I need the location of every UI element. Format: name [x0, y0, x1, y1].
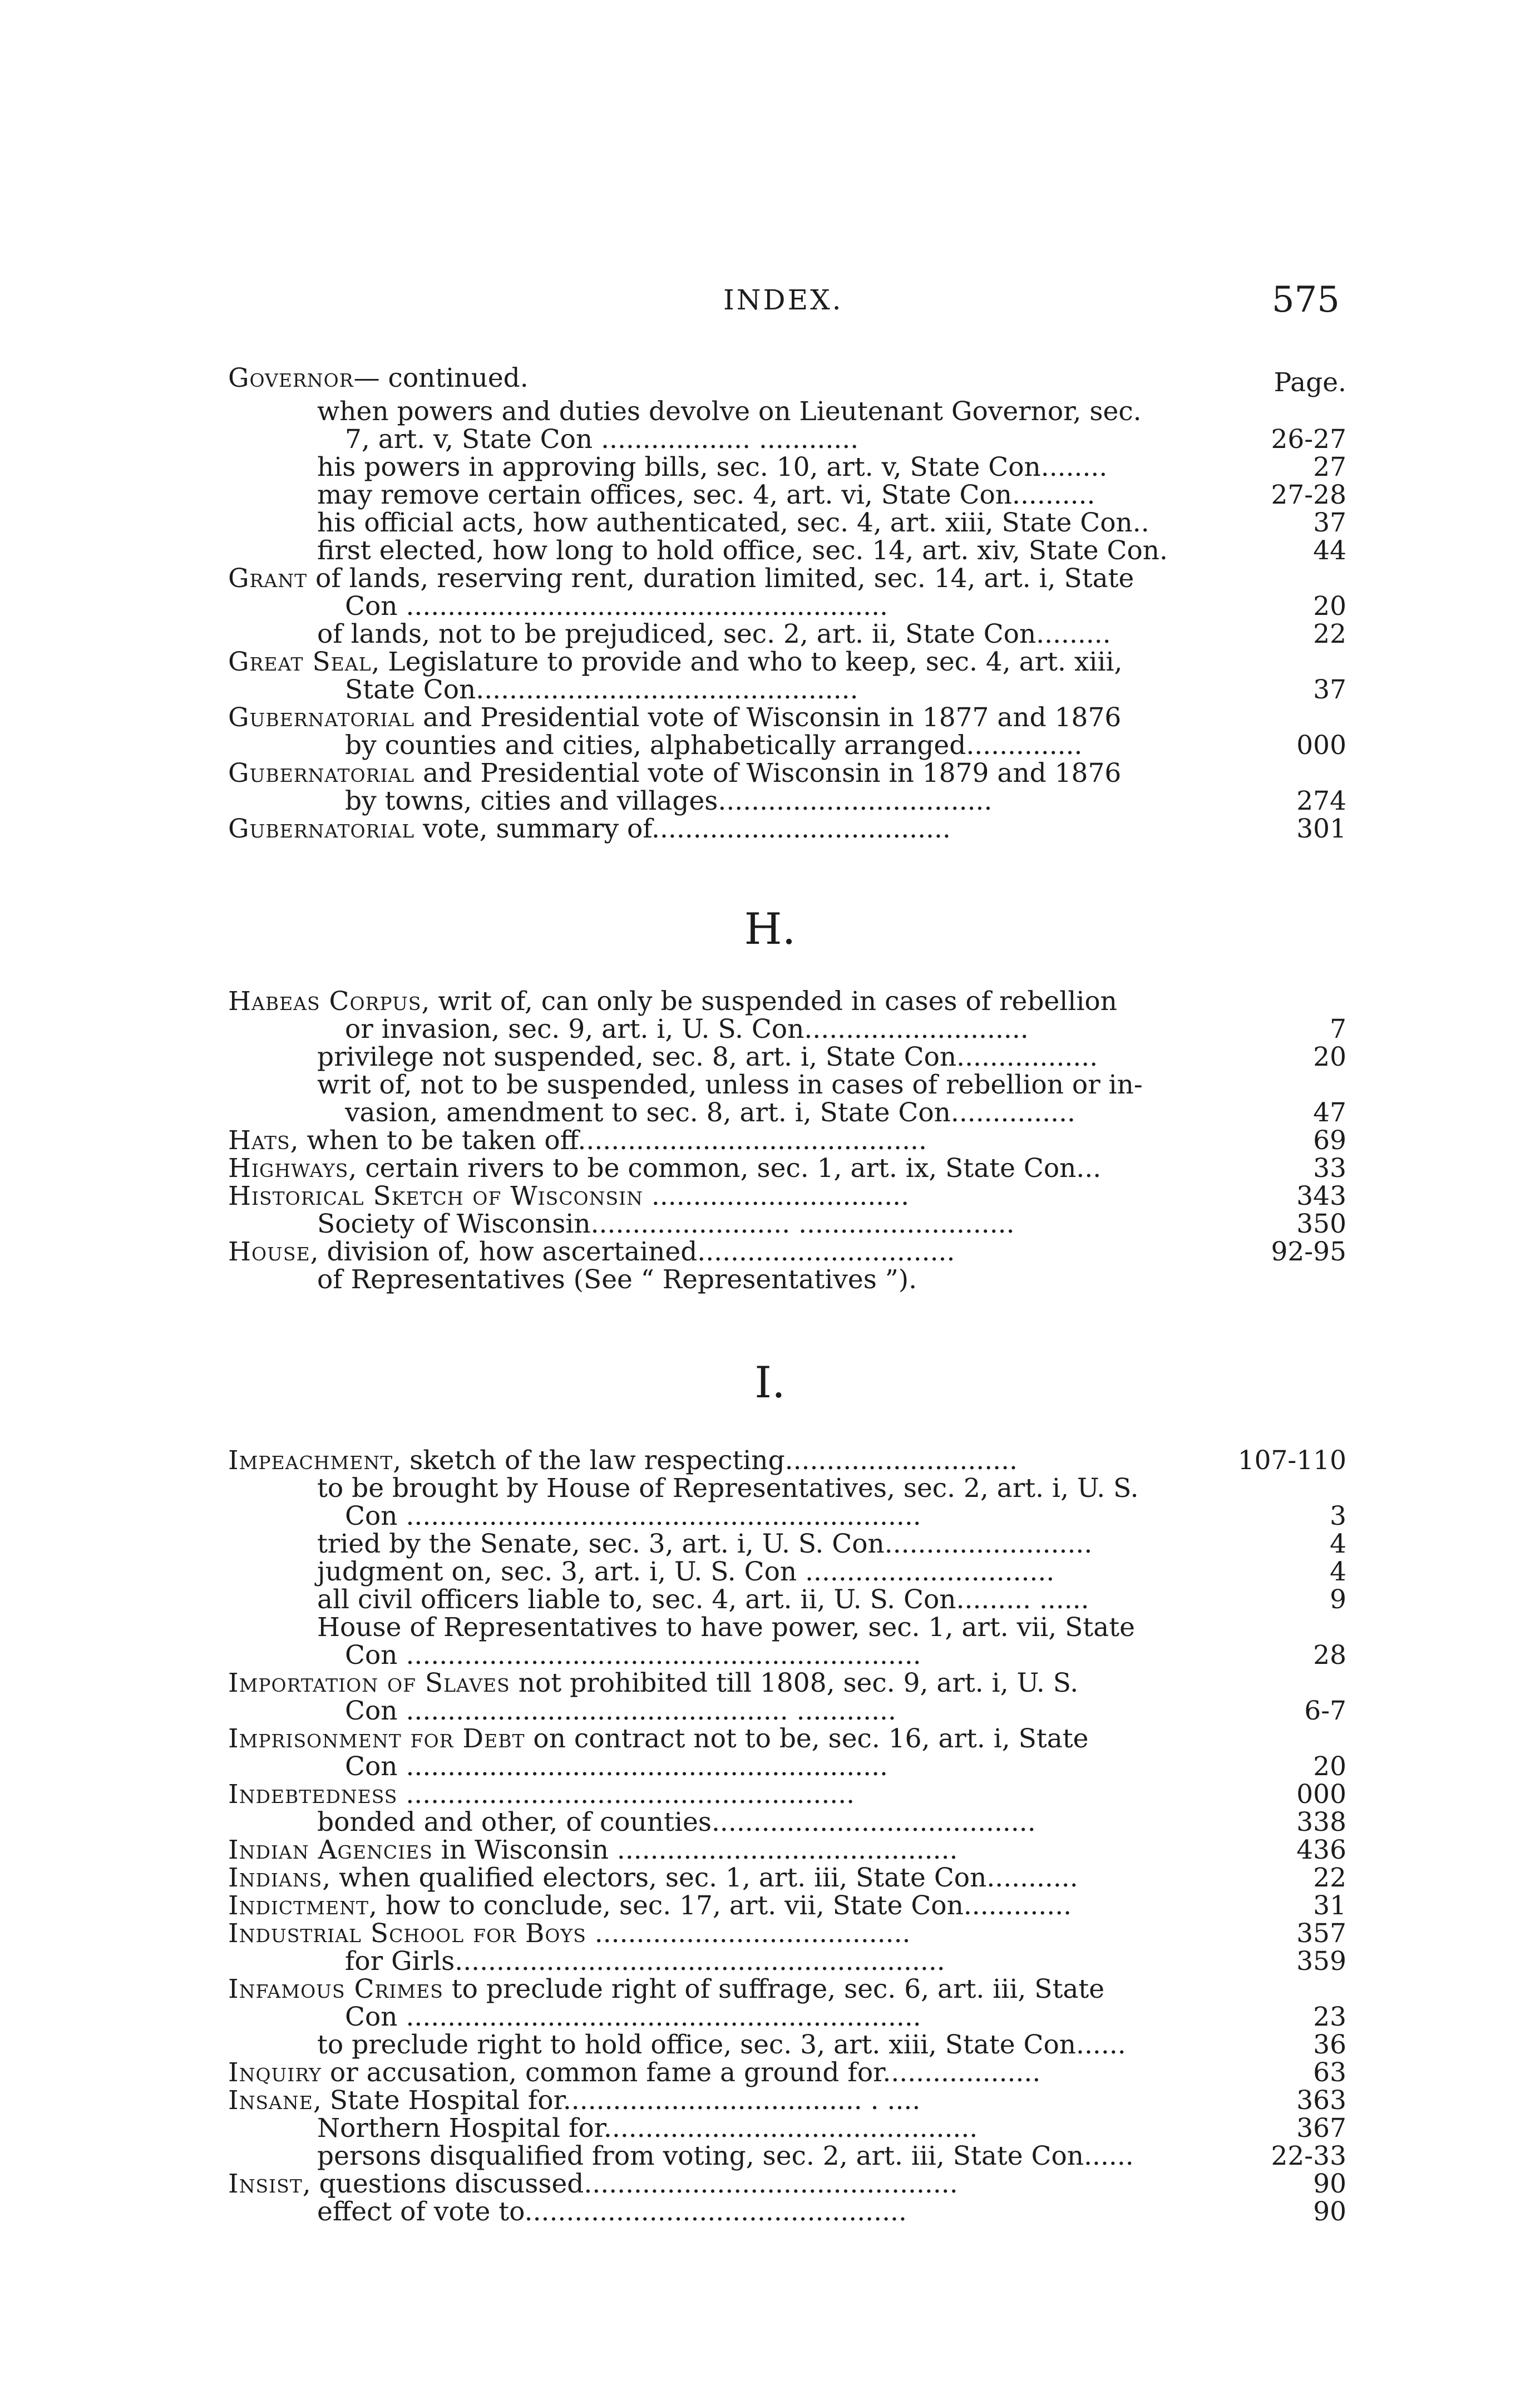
entry-page: 37 [1313, 508, 1346, 538]
entry-page: 92-95 [1271, 1237, 1346, 1267]
entry-head: Insane [228, 2085, 313, 2116]
entry-text: Society of Wisconsin........................ .......................... [317, 1209, 1015, 1239]
index-entry [228, 1669, 1346, 1725]
index-entry [228, 1210, 1346, 1238]
entry-text: to preclude right of suffrage, sec. 6, art. iii, State [443, 1974, 1105, 2004]
entry-page: 350 [1296, 1209, 1346, 1239]
entry-text: House of Representatives to have power, sec. 1, art. vii, State [317, 1612, 1135, 1643]
index-entry [228, 620, 1346, 648]
index-entry [228, 1183, 1346, 1210]
entry-page: 90 [1313, 2196, 1346, 2227]
entry-text: or accusation, common fame a ground for................... [321, 2057, 1041, 2088]
entry-text: , writ of, can only be suspended in cases of rebellion [421, 986, 1117, 1017]
running-title: INDEX. [723, 284, 843, 316]
entry-page: 367 [1296, 2113, 1346, 2144]
entry-text: ............................... [643, 1181, 910, 1211]
index-entry [228, 1447, 1346, 1475]
entry-text: , certain rivers to be common, sec. 1, art. ix, State Con... [348, 1153, 1102, 1184]
index-entry [228, 1725, 1346, 1781]
entry-head: Imprisonment for Debt [228, 1723, 525, 1754]
entry-text: of lands, reserving rent, duration limited, sec. 14, art. i, State [307, 563, 1134, 594]
index-entry [228, 815, 1346, 843]
entry-head: Governor [228, 363, 354, 393]
entry-page: 63 [1313, 2057, 1346, 2088]
entry-page: 27 [1313, 452, 1346, 482]
entry-continuation: 7, art. v, State Con .................. ............ [345, 424, 859, 455]
index-entry [228, 2198, 1346, 2226]
index-entry [228, 454, 1346, 481]
entry-text: ...................................... [586, 1918, 911, 1949]
entry-page: 357 [1296, 1918, 1346, 1949]
entry-text: , how to conclude, sec. 17, art. vii, State Con............. [368, 1890, 1072, 1921]
index-entry [228, 1614, 1346, 1669]
entry-page: 6-7 [1304, 1696, 1346, 1726]
entry-page: 27-28 [1271, 480, 1346, 510]
entry-continuation: Con .............................................. ............ [345, 1696, 896, 1726]
index-entry [228, 1836, 1346, 1864]
entry-head: Highways [228, 1153, 349, 1184]
entry-page: 28 [1313, 1640, 1346, 1671]
entry-text: , division of, how ascertained............................... [310, 1237, 955, 1267]
entry-continuation: or invasion, sec. 9, art. i, U. S. Con........................... [345, 1014, 1029, 1045]
entry-page: 23 [1313, 2002, 1346, 2032]
entry-page: 22-33 [1271, 2141, 1346, 2171]
index-entry [228, 1530, 1346, 1558]
entry-continuation: vasion, amendment to sec. 8, art. i, State Con............... [345, 1097, 1075, 1128]
entry-text: writ of, not to be suspended, unless in cases of rebellion or in- [317, 1070, 1143, 1100]
entry-text: privilege not suspended, sec. 8, art. i, State Con................. [317, 1042, 1098, 1072]
entry-text: judgment on, sec. 3, art. i, U. S. Con .............................. [317, 1556, 1055, 1587]
entry-continuation: State Con.............................................. [345, 674, 858, 705]
entry-text: may remove certain offices, sec. 4, art. vi, State Con.......... [317, 480, 1095, 510]
entry-page: 000 [1296, 730, 1346, 761]
entry-page: 363 [1296, 2085, 1346, 2116]
entry-head: Historical Sketch of Wisconsin [228, 1181, 643, 1211]
running-head [0, 279, 1540, 328]
entry-text: vote, summary of.................................... [414, 814, 951, 844]
index-entry [228, 2170, 1346, 2198]
entry-text: and Presidential vote of Wisconsin in 1877 and 1876 [414, 702, 1122, 733]
entry-page: 301 [1296, 814, 1346, 844]
entry-text: and Presidential vote of Wisconsin in 1879 and 1876 [414, 758, 1122, 789]
entry-page: 90 [1313, 2169, 1346, 2199]
entry-text: , sketch of the law respecting............................ [393, 1445, 1018, 1476]
entry-text: Northern Hospital for............................................. [317, 2113, 978, 2144]
entry-page: 69 [1313, 1125, 1346, 1156]
index-entry [228, 1586, 1346, 1614]
index-entry [228, 1127, 1346, 1155]
entry-head: Infamous Crimes [228, 1974, 443, 2004]
section-heading-h: H. [744, 904, 796, 954]
index-entry [228, 648, 1346, 704]
entry-page: 107-110 [1237, 1445, 1346, 1476]
index-entry [228, 2142, 1346, 2170]
entry-text: of Representatives (See “ Representatives ”). [317, 1264, 917, 1295]
entry-continuation: by counties and cities, alphabetically arranged.............. [345, 730, 1083, 761]
index-entry [228, 481, 1346, 509]
index-entry [228, 398, 1346, 454]
entry-text: all civil officers liable to, sec. 4, art. ii, U. S. Con......... ...... [317, 1584, 1089, 1615]
entry-continuation: Con .......................................................... [345, 1751, 888, 1782]
entry-page: 26-27 [1271, 424, 1346, 455]
entry-page: 436 [1296, 1835, 1346, 1865]
entry-page: 47 [1313, 1097, 1346, 1128]
entry-head: Indictment [228, 1890, 369, 1921]
entry-page: 338 [1296, 1807, 1346, 1838]
entry-text: ...................................................... [397, 1779, 855, 1810]
entry-text: , when to be taken off.......................................... [290, 1125, 927, 1156]
page-column-label: Page. [1274, 367, 1346, 398]
entry-page: 4 [1330, 1556, 1346, 1587]
index-entry [228, 988, 1346, 1043]
entry-text: , State Hospital for.................................... . .... [313, 2085, 921, 2116]
entry-text: persons disqualified from voting, sec. 2, art. iii, State Con...... [317, 2141, 1134, 2171]
index-entry [228, 565, 1346, 620]
entry-page: 31 [1313, 1890, 1346, 1921]
index-entry [228, 2059, 1346, 2087]
index-entry [228, 1976, 1346, 2031]
entry-page: 359 [1296, 1946, 1346, 1977]
entry-head: Indian Agencies [228, 1835, 433, 1865]
entry-text: to preclude right to hold office, sec. 3, art. xiii, State Con...... [317, 2029, 1126, 2060]
index-entry [228, 1864, 1346, 1892]
entry-head: Gubernatorial [228, 814, 415, 844]
section-heading-i: I. [754, 1358, 786, 1408]
entry-text: effect of vote to.............................................. [317, 2196, 907, 2227]
entry-page: 4 [1330, 1529, 1346, 1559]
entry-text: to be brought by House of Representatives, sec. 2, art. i, U. S. [317, 1473, 1139, 1504]
section-i [228, 1447, 1346, 2226]
index-entry [228, 2115, 1346, 2142]
entry-head: Insist [228, 2169, 303, 2199]
entry-page: 3 [1330, 1501, 1346, 1531]
index-entry [228, 1809, 1346, 1836]
index-entry [228, 537, 1346, 565]
entry-head: Indebtedness [228, 1779, 398, 1810]
entry-page: 343 [1296, 1181, 1346, 1211]
entry-page: 36 [1313, 2029, 1346, 2060]
entry-page: 22 [1313, 619, 1346, 649]
entry-head: Indians [228, 1863, 323, 1893]
entry-head: Impeachment [228, 1445, 393, 1476]
index-entry [228, 760, 1346, 815]
index-entry [228, 1948, 1346, 1976]
entry-head: Gubernatorial [228, 758, 415, 789]
entry-page: 20 [1313, 1751, 1346, 1782]
entry-text: his official acts, how authenticated, sec. 4, art. xiii, State Con.. [317, 508, 1149, 538]
index-entry [228, 1043, 1346, 1071]
index-entry [228, 363, 1346, 398]
entry-head: House [228, 1237, 310, 1267]
index-entry [228, 1475, 1346, 1530]
entry-head: Grant [228, 563, 308, 594]
entry-text: not prohibited till 1808, sec. 9, art. i, U. S. [510, 1668, 1079, 1698]
entry-head: Importation of Slaves [228, 1668, 510, 1698]
section-h [228, 988, 1346, 1294]
entry-page: 33 [1313, 1153, 1346, 1184]
index-entry [228, 1558, 1346, 1586]
entry-text: bonded and other, of counties....................................... [317, 1807, 1036, 1838]
page-number: 575 [1271, 279, 1340, 321]
entry-continuation: by towns, cities and villages................................. [345, 786, 993, 816]
entry-head: Great Seal [228, 647, 372, 677]
section-g [228, 364, 1346, 843]
entry-text: when powers and duties devolve on Lieutenant Governor, sec. [317, 396, 1142, 427]
entry-head: Industrial School for Boys [228, 1918, 586, 1949]
entry-page: 000 [1296, 1779, 1346, 1810]
index-entry [228, 509, 1346, 537]
entry-text: , Legislature to provide and who to keep, sec. 4, art. xiii, [371, 647, 1123, 677]
entry-continuation: Con .............................................................. [345, 1640, 921, 1671]
entry-head: Inquiry [228, 2057, 322, 2088]
index-entry [228, 1071, 1346, 1127]
index-entry [228, 1238, 1346, 1266]
entry-page: 274 [1296, 786, 1346, 816]
index-entry [228, 1155, 1346, 1183]
entry-head: Habeas Corpus [228, 986, 422, 1017]
entry-text: first elected, how long to hold office, sec. 14, art. xiv, State Con. [317, 535, 1168, 566]
entry-page: 9 [1330, 1584, 1346, 1615]
entry-text: for Girls........................................................... [345, 1946, 945, 1977]
entry-page: 22 [1313, 1863, 1346, 1893]
entry-continuation: Con .............................................................. [345, 1501, 921, 1531]
entry-page: 7 [1330, 1014, 1346, 1045]
entry-text: tried by the Senate, sec. 3, art. i, U. S. Con......................... [317, 1529, 1093, 1559]
entry-head: Hats [228, 1125, 290, 1156]
entry-continuation: Con .............................................................. [345, 2002, 921, 2032]
entry-text: in Wisconsin ......................................... [432, 1835, 958, 1865]
index-entry [228, 1892, 1346, 1920]
entry-text: — continued. [353, 363, 529, 393]
index-entry [228, 704, 1346, 760]
entry-continuation: Con .......................................................... [345, 591, 888, 622]
index-entry [228, 1266, 1346, 1294]
index-entry [228, 1781, 1346, 1809]
entry-text: on contract not to be, sec. 16, art. i, State [525, 1723, 1089, 1754]
entry-text: , questions discussed............................................. [302, 2169, 958, 2199]
index-entry [228, 2031, 1346, 2059]
index-entry [228, 1920, 1346, 1948]
entry-head: Gubernatorial [228, 702, 415, 733]
entry-page: 20 [1313, 591, 1346, 622]
entry-text: his powers in approving bills, sec. 10, art. v, State Con........ [317, 452, 1108, 482]
entry-page: 37 [1313, 674, 1346, 705]
entry-text: , when qualified electors, sec. 1, art. iii, State Con........... [322, 1863, 1078, 1893]
index-entry [228, 2087, 1346, 2115]
entry-page: 44 [1313, 535, 1346, 566]
entry-page: 20 [1313, 1042, 1346, 1072]
entry-text: of lands, not to be prejudiced, sec. 2, art. ii, State Con......... [317, 619, 1111, 649]
